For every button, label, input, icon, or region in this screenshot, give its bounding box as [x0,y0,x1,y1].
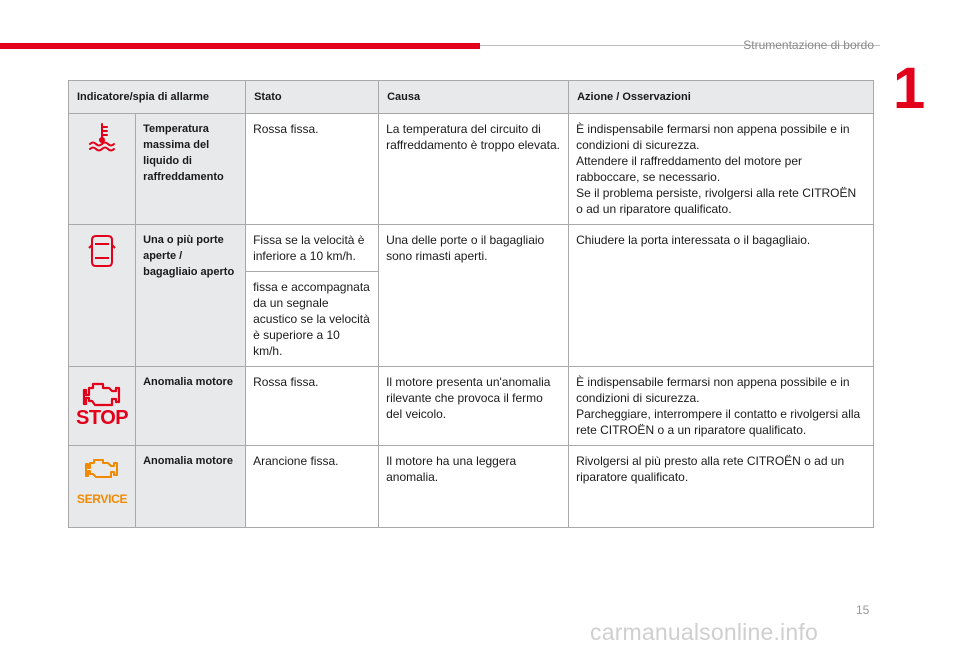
door-open-icon [87,232,117,270]
icon-cell [69,225,136,367]
azione-cell: È indispensabile fermarsi non appena possibile e in condizioni di sicurezza. Parcheggiare, interrompere il contatto e rivolgersi alla rete CITROËN o a un riparatore qualificato. [569,367,874,446]
table-row [69,225,874,272]
page-number: 15 [856,603,870,617]
indicator-name: Anomalia motore [136,446,246,528]
causa-cell: Una delle porte o il bagagliaio sono rimasti aperti. [379,225,569,367]
engine-service-icon [82,453,122,489]
icon-cell [69,367,136,446]
table-header-row [69,81,874,114]
azione-cell: Chiudere la porta interessata o il bagagliaio. [569,225,874,367]
azione-cell: È indispensabile fermarsi non appena possibile e in condizioni di sicurezza. Attendere il raffreddamento del motore per rabboccare, se necessario. Se il problema persiste, rivolgersi alla rete CITROËN o ad un riparatore qualificato. [569,114,874,225]
stato-cell: Rossa fissa. [246,367,379,446]
column-header-stato: Stato [246,81,379,114]
table-row [69,446,874,528]
causa-cell: La temperatura del circuito di raffreddamento è troppo elevata. [379,114,569,225]
stato-cell: Fissa se la velocità è inferiore a 10 km/h. [246,225,379,272]
column-header-causa: Causa [379,81,569,114]
stop-label: STOP [76,407,129,429]
table-row [69,367,874,446]
indicator-name: Anomalia motore [136,367,246,446]
causa-cell: Il motore presenta un'anomalia rilevante che provoca il fermo del veicolo. [379,367,569,446]
column-header-azione: Azione / Osservazioni [569,81,874,114]
stato-cell: Arancione fissa. [246,446,379,528]
header-red-bar [0,43,480,49]
coolant-temperature-icon [87,121,117,153]
azione-cell: Rivolgersi al più presto alla rete CITROËN o ad un riparatore qualificato. [569,446,874,528]
column-header-indicator: Indicatore/spia di allarme [69,81,246,114]
section-title: Strumentazione di bordo [743,38,874,52]
service-label: SERVICE [76,492,128,506]
watermark: carmanualsonline.info [590,619,818,645]
table-row [69,114,874,225]
icon-cell [69,114,136,225]
warning-lights-table [68,80,874,528]
stato-cell-secondary: fissa e accompagnata da un segnale acustico se la velocità è superiore a 10 km/h. [246,272,379,367]
causa-cell: Il motore ha una leggera anomalia. [379,446,569,528]
indicator-name: Una o più porte aperte / bagagliaio aperto [136,225,246,367]
stato-cell: Rossa fissa. [246,114,379,225]
icon-cell [69,446,136,528]
indicator-name: Temperatura massima del liquido di raffreddamento [136,114,246,225]
chapter-number: 1 [893,56,926,121]
